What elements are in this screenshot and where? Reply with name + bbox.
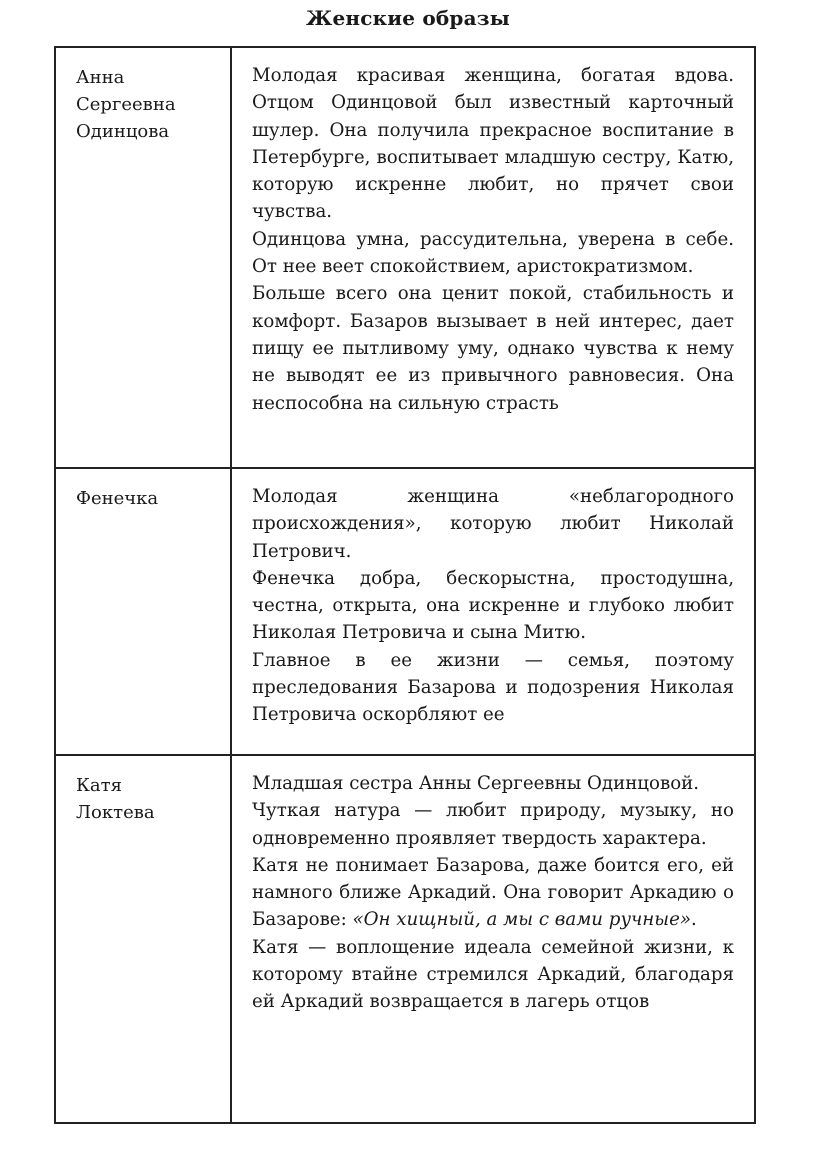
paragraph-text: Катя не понимает Базарова, даже боится его, ей намного ближе Аркадий. Она говорит Аркадию о Базарове: (252, 854, 734, 931)
description-paragraph: Больше всего она ценит покой, стабильность и комфорт. Базаров вызывает в ней интерес, дает пищу ее пытливому уму, однако чувства к нему не выводят ее из привычного равновесия. Она неспособна на сильную страсть (252, 283, 734, 414)
description-paragraph: Молодая красивая женщина, богатая вдова. Отцом Одинцовой был известный карточный шулер. Она получила прекрасное воспитание в Петербурге, воспитывает младшую сестру, Катю, которую искренне любит, но прячет свои чувства. (252, 65, 734, 223)
description-paragraph: Чуткая натура — любит природу, музыку, но одновременно проявляет твердость характера. (252, 800, 734, 849)
description-paragraph: Одинцова умна, рассудительна, уверена в себе. От нее веет спокойствием, аристократизмом. (252, 228, 734, 278)
character-name-line: Локтева (76, 802, 155, 823)
character-name-line: Одинцова (76, 121, 170, 142)
character-description-cell (231, 755, 755, 1123)
paragraph-end: . (691, 909, 697, 931)
character-description-cell (231, 47, 755, 468)
character-name-cell (55, 468, 231, 755)
character-description-cell (231, 468, 755, 755)
character-name-line: Сергеевна (76, 94, 176, 115)
page-title: Женские образы (306, 6, 510, 30)
character-name-line: Фенечка (76, 488, 159, 509)
description-paragraph: Молодая женщина «неблагородного происхождения», которую любит Николай Петрович. (252, 486, 734, 562)
description-paragraph (252, 852, 734, 934)
description-paragraph: Фенечка добра, бескорыстна, простодушна, честна, открыта, она искренне и глубоко любит Николая Петровича и сына Митю. (252, 567, 734, 644)
character-name-cell (55, 47, 231, 468)
quote-text: «Он хищный, а мы с вами ручные» (352, 909, 691, 931)
description-paragraph: Главное в ее жизни — семья, поэтому преследования Базарова и подозрения Николая Петровича оскорбляют ее (252, 649, 734, 726)
table-row (55, 755, 755, 1123)
character-name-line: Катя (76, 775, 122, 796)
description-paragraph: Катя — воплощение идеала семейной жизни, к которому втайне стремился Аркадий, благодаря ей Аркадий возвращается в лагерь отцов (252, 936, 734, 1013)
character-name-cell (55, 755, 231, 1123)
character-name-line: Анна (76, 67, 125, 88)
characters-table (54, 46, 756, 1124)
table-row (55, 47, 755, 468)
description-paragraph: Младшая сестра Анны Сергеевны Одинцовой. (252, 773, 700, 794)
table-row (55, 468, 755, 755)
